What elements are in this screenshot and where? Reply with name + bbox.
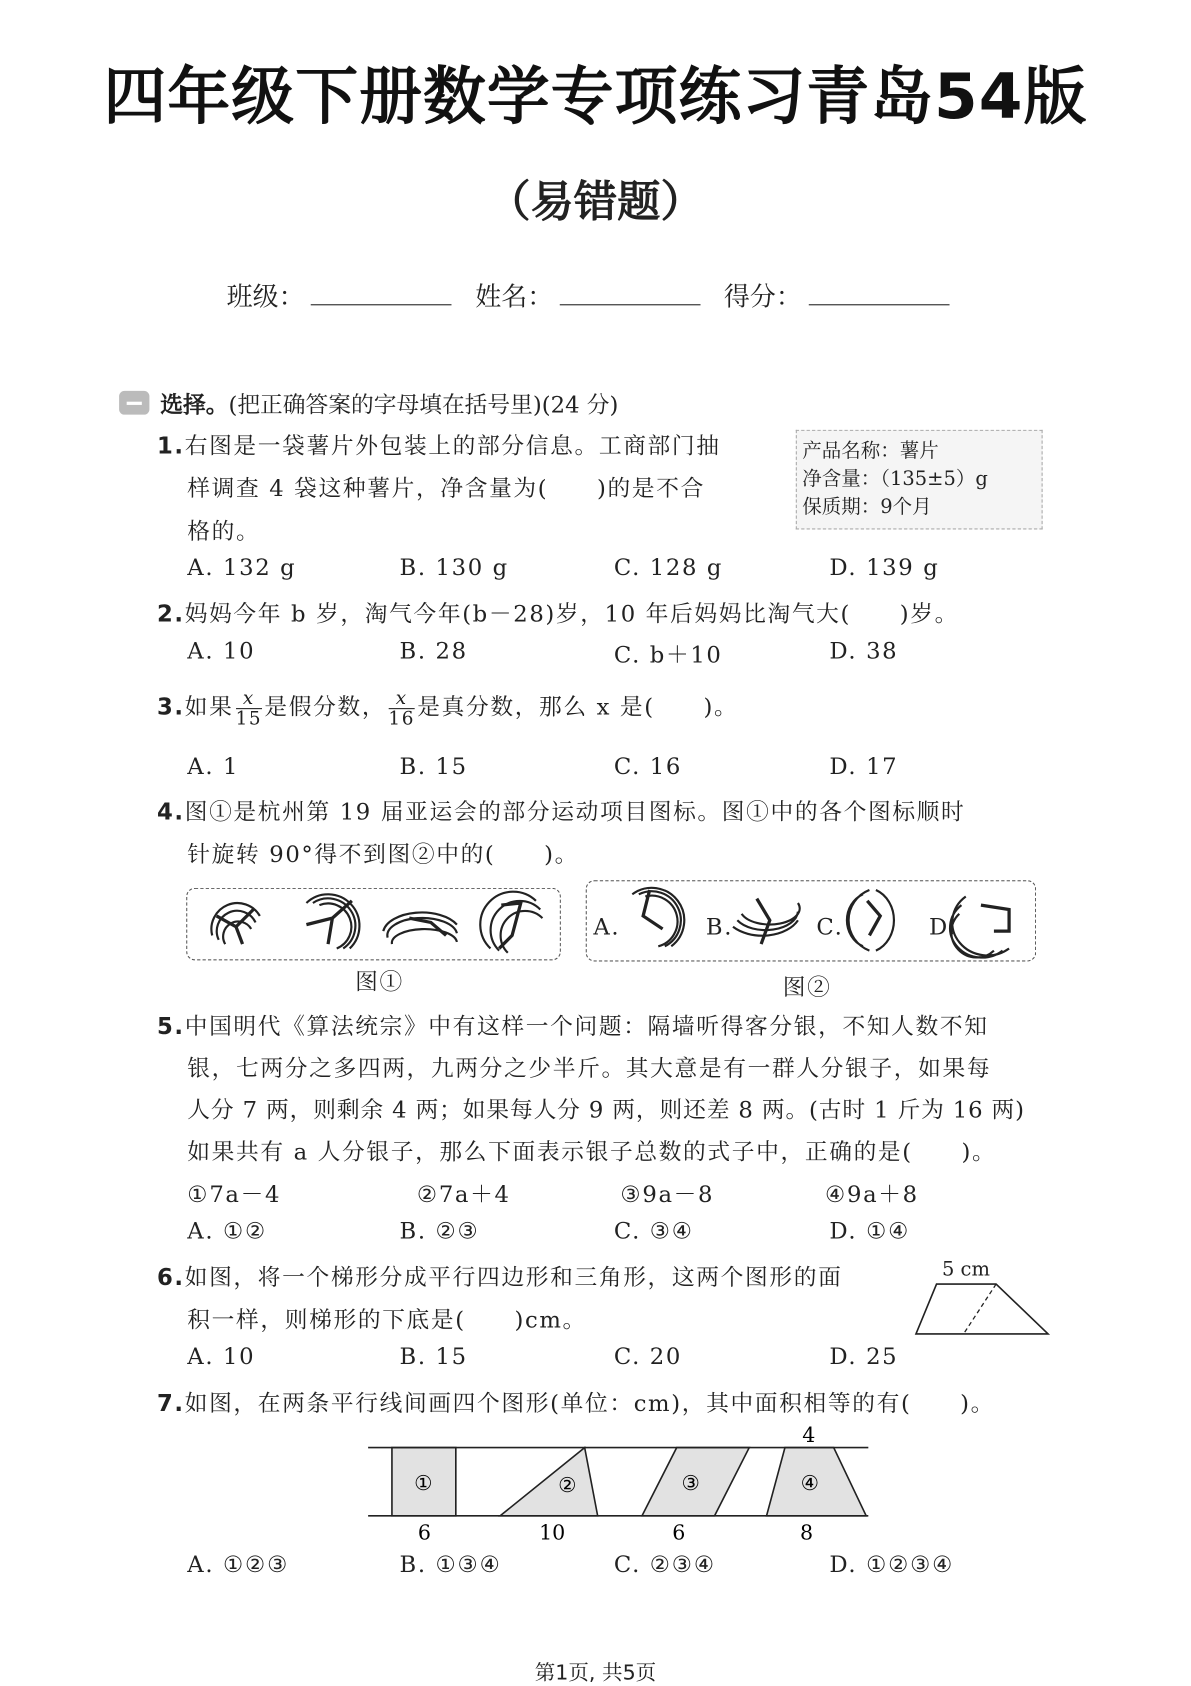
figure-2-label: 图② bbox=[782, 974, 832, 1001]
parallel-lines-figure bbox=[357, 1418, 888, 1548]
info-line: 产品名称：薯片 bbox=[802, 439, 939, 463]
option-a: A. ①② bbox=[187, 1218, 268, 1245]
question-number: 7. bbox=[156, 1390, 185, 1417]
question-text: 是假分数， bbox=[264, 694, 387, 720]
question-text: 如果 bbox=[184, 694, 234, 720]
info-line: 保质期：9个月 bbox=[802, 495, 932, 519]
page-footer: 第1页, 共5页 bbox=[534, 1660, 657, 1685]
sport-icon bbox=[306, 894, 359, 948]
question-3 bbox=[157, 689, 738, 729]
question-number: 6. bbox=[156, 1264, 185, 1291]
question-number: 1. bbox=[156, 433, 185, 460]
question-text: 人分 7 两，则剩余 4 两；如果每人分 9 两，则还差 8 两。(古时 1 斤为 16 两) bbox=[187, 1096, 1025, 1123]
class-blank[interactable] bbox=[311, 280, 452, 305]
figure-1-label: 图① bbox=[355, 969, 404, 996]
denominator: 16 bbox=[388, 708, 416, 730]
bottom-dimension-label: 6 bbox=[417, 1520, 431, 1545]
question-text: 如图，将一个梯形分成平行四边形和三角形，这两个图形的面 bbox=[184, 1264, 843, 1291]
bottom-dimension-label: 8 bbox=[800, 1520, 814, 1545]
class-label: 班级： bbox=[226, 281, 305, 312]
option-d: D. 38 bbox=[829, 637, 899, 664]
option-d: D. 139 g bbox=[829, 554, 940, 581]
option-c: C. 128 g bbox=[613, 554, 724, 581]
option-a: A. 10 bbox=[187, 637, 256, 664]
score-label: 得分： bbox=[723, 281, 802, 312]
fraction-x-over-16 bbox=[388, 689, 415, 729]
option-c: C. 20 bbox=[613, 1343, 682, 1370]
figure-2-box bbox=[586, 880, 1036, 961]
option-a: A. ①②③ bbox=[187, 1551, 290, 1578]
student-info-fields bbox=[0, 275, 1191, 313]
figure-1-box bbox=[186, 888, 561, 961]
option-b: B. 130 g bbox=[399, 554, 509, 581]
question-text: 图①是杭州第 19 届亚运会的部分运动项目图标。图①中的各个图标顺时 bbox=[184, 799, 966, 826]
option-d: D. ①④ bbox=[829, 1218, 911, 1245]
name-label: 姓名： bbox=[475, 281, 554, 312]
sport-icon bbox=[211, 903, 259, 944]
sport-icon bbox=[480, 892, 542, 953]
section-heading bbox=[160, 388, 618, 420]
question-text: 如图，在两条平行线间画四个图形(单位：cm)，其中面积相等的有( )。 bbox=[184, 1390, 996, 1417]
numerator: x bbox=[236, 689, 263, 710]
shape-label: ② bbox=[558, 1472, 577, 1497]
chips-package-info bbox=[796, 430, 1043, 530]
expression-3: ③9a－8 bbox=[620, 1181, 715, 1208]
option-a: A. 1 bbox=[187, 753, 240, 780]
sport-icon bbox=[383, 912, 457, 944]
question-text: 针旋转 90°得不到图②中的( )。 bbox=[187, 841, 580, 868]
option-c: C. ②③④ bbox=[613, 1551, 716, 1578]
question-1 bbox=[157, 429, 721, 461]
bottom-dimension-label: 6 bbox=[672, 1520, 686, 1545]
question-text: 如果共有 a 人分银子，那么下面表示银子总数的式子中，正确的是( )。 bbox=[187, 1139, 997, 1165]
question-2 bbox=[157, 597, 959, 629]
fraction-x-over-15 bbox=[236, 689, 263, 729]
option-d: D. ①②③④ bbox=[829, 1551, 955, 1578]
expression-1: ①7a－4 bbox=[187, 1181, 282, 1208]
sport-icons-figure-1 bbox=[187, 889, 559, 959]
question-text: 妈妈今年 b 岁，淘气今年(b－28)岁，10 年后妈妈比淘气大( )岁。 bbox=[184, 600, 959, 627]
option-d: D. 17 bbox=[829, 753, 899, 780]
option-b: B. 28 bbox=[399, 637, 468, 664]
fig-option-b: B. bbox=[705, 913, 734, 940]
shape-label: ④ bbox=[800, 1470, 820, 1495]
option-d: D. 25 bbox=[829, 1343, 899, 1370]
sport-icons-figure-2 bbox=[587, 881, 1035, 960]
shape-label: ① bbox=[414, 1470, 433, 1495]
denominator: 15 bbox=[235, 708, 263, 730]
trapezoid-figure bbox=[909, 1278, 1055, 1343]
question-text: 中国明代《算法统宗》中有这样一个问题：隔墙听得客分银，不知人数不知 bbox=[184, 1013, 989, 1040]
expression-2: ②7a＋4 bbox=[416, 1181, 511, 1208]
top-base-label: 5 cm bbox=[941, 1258, 990, 1281]
question-text: 右图是一袋薯片外包装上的部分信息。工商部门抽 bbox=[184, 433, 721, 460]
shape-2-triangle bbox=[500, 1448, 597, 1516]
fig-option-d: D. bbox=[928, 913, 957, 940]
top-dimension-label: 4 bbox=[802, 1423, 816, 1448]
sport-icon bbox=[733, 899, 800, 944]
question-number: 2. bbox=[156, 600, 185, 627]
section-one-icon bbox=[119, 391, 149, 415]
section-instruction: (把正确答案的字母填在括号里)(24 分) bbox=[228, 391, 619, 418]
question-text: 积一样，则梯形的下底是( )cm。 bbox=[187, 1306, 587, 1333]
info-line: 净含量：（135±5）g bbox=[802, 467, 988, 491]
page-title: 四年级下册数学专项练习青岛54版 bbox=[103, 59, 1088, 134]
option-c: C. ③④ bbox=[613, 1218, 694, 1245]
numerator: x bbox=[388, 689, 415, 710]
question-text: 格的。 bbox=[187, 518, 261, 545]
option-b: B. 15 bbox=[399, 753, 468, 780]
expression-4: ④9a＋8 bbox=[825, 1181, 919, 1208]
question-text: 是真分数，那么 x 是( )。 bbox=[417, 694, 739, 720]
question-7 bbox=[157, 1386, 995, 1418]
page-subtitle: （易错题） bbox=[487, 177, 704, 228]
name-blank[interactable] bbox=[560, 280, 701, 305]
sport-icon bbox=[632, 888, 684, 946]
option-b: B. 15 bbox=[399, 1343, 468, 1370]
shape-label: ③ bbox=[681, 1470, 700, 1495]
question-number: 5. bbox=[156, 1013, 185, 1040]
fig-option-c: C. bbox=[816, 913, 844, 940]
sport-icon bbox=[950, 896, 1009, 957]
question-6 bbox=[157, 1260, 842, 1292]
question-5 bbox=[157, 1009, 989, 1041]
bottom-dimension-label: 10 bbox=[539, 1520, 566, 1545]
option-c: C. 16 bbox=[613, 753, 682, 780]
section-title: 选择。 bbox=[160, 391, 229, 418]
question-number: 4. bbox=[156, 799, 185, 826]
score-blank[interactable] bbox=[808, 280, 949, 305]
fig-option-a: A. bbox=[593, 913, 621, 940]
option-b: B. ①③④ bbox=[399, 1551, 502, 1578]
question-4 bbox=[157, 795, 965, 827]
sport-icon bbox=[847, 890, 894, 951]
option-b: B. ②③ bbox=[399, 1218, 480, 1245]
option-a: A. 132 g bbox=[187, 554, 297, 581]
question-text: 银，七两分之多四两，九两分之少半斤。其大意是有一群人分银子，如果每 bbox=[187, 1055, 992, 1082]
question-text: 样调查 4 袋这种薯片，净含量为( )的是不合 bbox=[187, 475, 705, 502]
question-number: 3. bbox=[156, 694, 185, 720]
option-a: A. 10 bbox=[187, 1343, 256, 1370]
option-c: C. b＋10 bbox=[613, 642, 723, 669]
